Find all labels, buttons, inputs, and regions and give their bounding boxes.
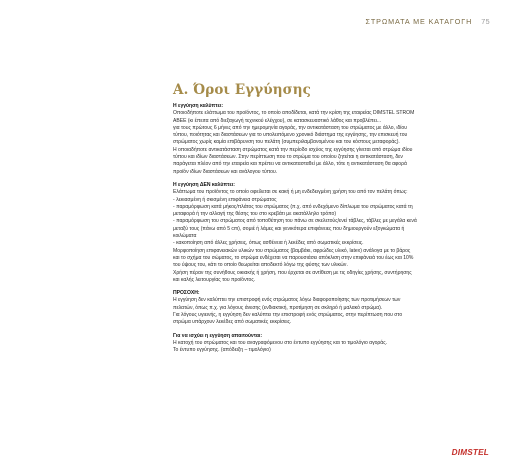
text-line: τύπου, ποιότητας και διαστάσεων για το υπολειπόμενο χρονικό διάστημα της εγγύησης, την επισκευή του xyxy=(173,132,408,139)
text-line: Η κατοχή του στρώματος και του αναγραφόμενου στο έντυπο εγγύησης και το τιμολόγιο αγοράς. xyxy=(173,339,388,346)
section-title: ΣΤΡΩΜΑΤΑ ΜΕ ΚΑΤΑΓΟΓΗ xyxy=(365,17,473,26)
text-line: και καλής λειτουργίας του προϊόντος. xyxy=(173,276,256,283)
text-line: Μορφοποίηση επιφανειακών υλικών του στρώματος (βαμβάκι, αφρώδες υλικό, latex) ανάλογα με το βάρος xyxy=(173,247,411,254)
list-item: - κακοποίηση από άλλες χρήσεις, όπως ασθένεια ή λεκέδες από σωματικές εκκρίσεις. xyxy=(173,240,364,247)
text-line: τύπου και ιδίων διαστάσεων. Στην περίπτωση που το στρώμα του οποίου ζητείται η αντικατάσταση, δεν xyxy=(173,154,403,161)
section-attention xyxy=(173,290,489,326)
page-header xyxy=(366,17,490,26)
text-line: Οποιοδήποτε ελάττωμα του προϊόντος, το οποίο αποδίδεται, κατά την κρίση της εταιρείας DIMSTEL STROM xyxy=(173,110,415,117)
list-item: - παραμόρφωση του στρώματος από τοποθέτηση του πάνω σε σκελετούς/ενεί τάβλες, τάβλες με μεγάλα κενά xyxy=(173,218,417,225)
section-requirements xyxy=(173,333,489,355)
text-line: Η εγγύηση δεν καλύπτει την επιστροφή ενός στρώματος λόγω διαφοροποίησης των προτιμήσεων των xyxy=(173,297,401,304)
text-line: στρώματος χωρίς καμία επιβάρυνση του πελάτη (συμπεριλαμβανομένου και του κόστους μεταφοράς). xyxy=(173,139,400,146)
section-heading: Η εγγύηση καλύπτει: xyxy=(173,103,224,109)
list-item: κοιλώματα xyxy=(173,233,197,240)
text-line: στρώμα υπάρχουν λεκέδες από σωματικές εκκρίσεις. xyxy=(173,319,292,326)
text-line: Ελάττωμα του προϊόντος το οποίο οφείλεται σε κακή ή μη ενδεδειγμένη χρήση του από τον πελάτη όπως: xyxy=(173,189,408,196)
brand-logo: DIMSTEL xyxy=(451,448,489,457)
section-heading: Η εγγύηση ΔΕΝ καλύπτει: xyxy=(173,181,235,188)
list-item: - παραμόρφωση κατά μήκος/πλάτος του στρώματος (π.χ. από ενδεχόμενο δίπλωμα του στρώματος κατά τη xyxy=(173,203,413,210)
text-line: και το σχήμα του σώματος, το στρώμα ενδέχεται να παρουσιάσει απόκλιση στην επιφάνειά του έως και 10% xyxy=(173,254,414,261)
text-line: του ύψους του, κάτι το οποίο θεωρείται αποδεκτό λόγω της φύσης των υλικών. xyxy=(173,262,348,269)
page-title: Α. Όροι Εγγύησης xyxy=(173,82,311,98)
text-line: προϊόν ιδίων διαστάσεων και ανάλογου τύπου. xyxy=(173,168,278,175)
section-heading: ΠΡΟΣΟΧΗ: xyxy=(173,290,200,297)
text-line: Χρήση πέραν της συνήθους οικιακής ή χρήση, που έρχεται σε αντίθεση με τις οδηγίες χρήσης, συντήρησης xyxy=(173,269,412,276)
text-line: ABEE (κι έπειτα από διεξαγωγή τεχνικού ελέγχου), σε κατασκευαστικό λάθος και προβλέπει... xyxy=(173,117,382,124)
list-item: - λεκιασμένη ή σκισμένη επιφάνεια στρώματος xyxy=(173,196,277,203)
text-line: Για λόγους υγιεινής, η εγγύηση δεν καλύπτει την επιστροφή ενός στρώματος, στην περίπτωση που στο xyxy=(173,312,403,319)
text-line: για τους πρώτους 6 μήνες από την ημερομηνία αγοράς, την αντικατάσταση του στρώματος με άλλο, ιδίου xyxy=(173,124,407,131)
text-line: Η οποιαδήποτε αντικατάσταση στρώματος κατά την περίοδο ισχύος της εγγύησης γίνεται από στρώμα ιδίου xyxy=(173,146,413,153)
list-item: μεταξύ τους (πάνω από 5 cm), σομιέ ή λάμες και γενικότερα επιφάνειες που δημιουργούν εξογκώματα ή xyxy=(173,225,405,232)
warranty-content xyxy=(173,82,489,355)
list-item: μεταφορά ή την αλλαγή της θέσης του στο κρεβάτι με ακατάλληλο τρόπο) xyxy=(173,211,337,218)
section-not-covered xyxy=(173,182,489,284)
page-number: 75 xyxy=(481,17,490,26)
section-covers xyxy=(173,103,489,176)
text-line: παράγεται πλέον από την εταιρεία και πρέπει να αντικατασταθεί με άλλο, τότε η αντικατάσταση θα αφορά xyxy=(173,161,407,168)
text-line: πελατών, όπως π.χ. για λόγους άνεσης (ενδιακτική, προτίμηση σε σκληρό ή μαλακό στρώμα). xyxy=(173,304,383,311)
section-heading: Για να ισχύει η εγγύηση απαιτούνται: xyxy=(173,332,263,339)
text-line: Το έντυπο εγγύησης. (απόδειξη – τιμολόγιο) xyxy=(173,347,271,354)
